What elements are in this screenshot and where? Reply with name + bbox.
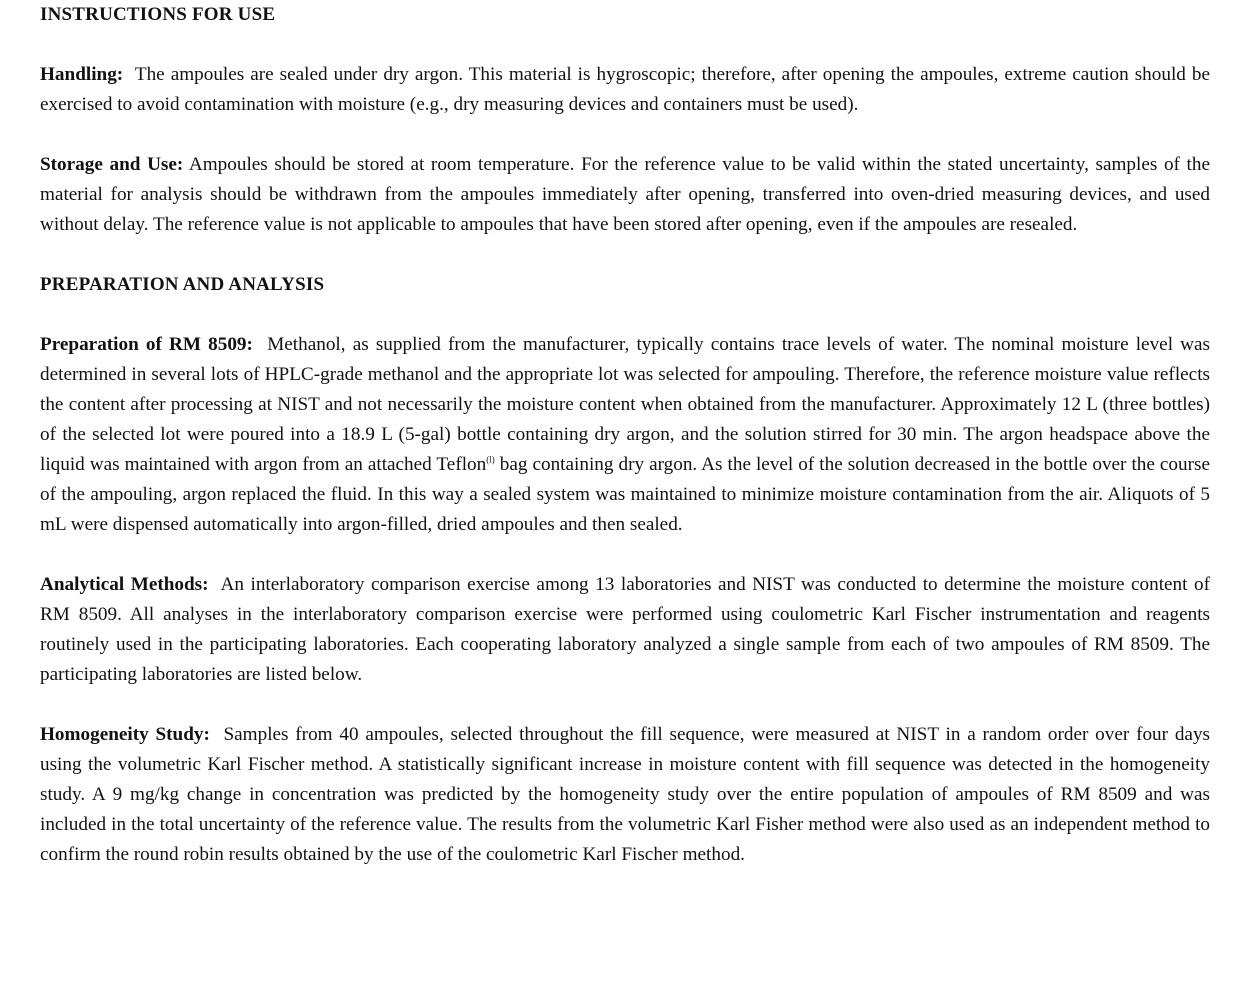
homogeneity-paragraph (40, 720, 1210, 870)
homogeneity-lead: Homogeneity Study: (40, 724, 210, 745)
homogeneity-text: Samples from 40 ampoules, selected throughout the fill sequence, were measured at NIST in a random order over four days using the volumetric Karl Fischer method. A statistically significant increase in moisture content with fill sequence was detected in the homogeneity study. A 9 mg/kg change in concentration was predicted by the homogeneity study over the entire population of ampoules of RM 8509 and was included in the total uncertainty of the reference value. The results from the volumetric Karl Fisher method were also used as an independent method to confirm the round robin results obtained by the use of the coulometric Karl Fischer method. (40, 724, 1210, 865)
preparation-heading: PREPARATION AND ANALYSIS (40, 274, 325, 295)
preparation-paragraph (40, 330, 1210, 540)
storage-paragraph (40, 150, 1210, 240)
preparation-text-b: bag containing dry argon. As the level of the solution decreased in the bottle over the course of the ampouling, argon replaced the fluid. In this way a sealed system was maintained to minimize moisture contamination from the air. Aliquots of 5 mL were dispensed automatically into argon-filled, dried ampoules and then sealed. (40, 454, 1210, 535)
preparation-lead: Preparation of RM 8509: (40, 334, 253, 355)
analytical-lead: Analytical Methods: (40, 574, 209, 595)
teflon-footnote-mark: (l) (486, 454, 495, 465)
storage-text: Ampoules should be stored at room temperature. For the reference value to be valid within the stated uncertainty, samples of the material for analysis should be withdrawn from the ampoules immediately after opening, transferred into oven-dried measuring devices, and used without delay. The reference value is not applicable to ampoules that have been stored after opening, even if the ampoules are resealed. (40, 154, 1210, 235)
instructions-heading: INSTRUCTIONS FOR USE (40, 4, 276, 25)
document-page (40, 0, 1210, 870)
storage-lead: Storage and Use: (40, 154, 184, 175)
handling-text: The ampoules are sealed under dry argon. This material is hygroscopic; therefore, after opening the ampoules, extreme caution should be exercised to avoid contamination with moisture (e.g., dry measuring devices and containers must be used). (40, 64, 1210, 115)
handling-paragraph (40, 60, 1210, 120)
analytical-paragraph (40, 570, 1210, 690)
preparation-text-a: Methanol, as supplied from the manufacturer, typically contains trace levels of water. The nominal moisture level was determined in several lots of HPLC-grade methanol and the appropriate lot was selected for ampouling. Therefore, the reference moisture value reflects the content after processing at NIST and not necessarily the moisture content when obtained from the manufacturer. Approximately 12 L (three bottles) of the selected lot were poured into a 18.9 L (5-gal) bottle containing dry argon, and the solution stirred for 30 min. The argon headspace above the liquid was maintained with argon from an attached Teflon (40, 334, 1211, 475)
analytical-text: An interlaboratory comparison exercise among 13 laboratories and NIST was conducted to determine the moisture content of RM 8509. All analyses in the interlaboratory comparison exercise were performed using coulometric Karl Fischer instrumentation and reagents routinely used in the participating laboratories. Each cooperating laboratory analyzed a single sample from each of two ampoules of RM 8509. The participating laboratories are listed below. (40, 574, 1210, 685)
handling-lead: Handling: (40, 64, 124, 85)
